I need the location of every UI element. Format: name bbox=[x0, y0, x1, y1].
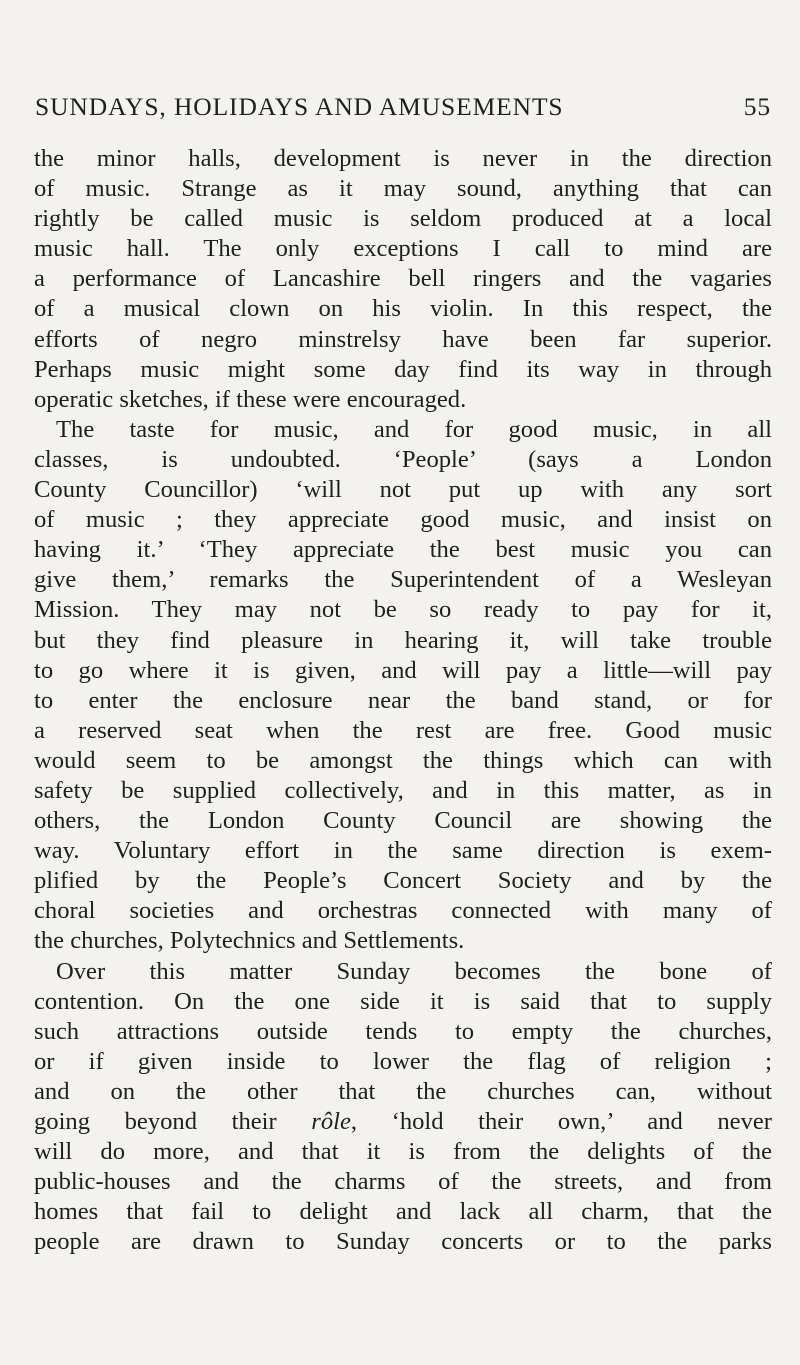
text-line: way. Voluntary effort in the same direction is exem- bbox=[34, 837, 772, 865]
text-line: having it.’ ‘They appreciate the best music you can bbox=[34, 536, 772, 564]
text-line: homes that fail to delight and lack all charm, that the bbox=[34, 1198, 772, 1226]
page-number: 55 bbox=[743, 92, 771, 121]
text-line: choral societies and orchestras connected with many of bbox=[34, 897, 772, 925]
text-line: Mission. They may not be so ready to pay for it, bbox=[34, 596, 772, 624]
text-line: to enter the enclosure near the band stand, or for bbox=[34, 686, 772, 714]
body-text bbox=[34, 144, 772, 1257]
text-line: public-houses and the charms of the streets, and from bbox=[34, 1168, 772, 1196]
text-line: County Councillor) ‘will not put up with any sort bbox=[34, 476, 772, 504]
text-line: music hall. The only exceptions I call to mind are bbox=[34, 235, 772, 263]
paragraph-first-line: Over this matter Sunday becomes the bone of bbox=[56, 957, 772, 985]
paragraph-first-line: The taste for music, and for good music, in all bbox=[56, 415, 772, 443]
text-line bbox=[34, 1107, 772, 1137]
text-line: of music ; they appreciate good music, and insist on bbox=[34, 506, 772, 534]
text-line: efforts of negro minstrelsy have been far superior. bbox=[34, 325, 772, 353]
text-line: safety be supplied collectively, and in this matter, as in bbox=[34, 776, 772, 804]
text-line: of music. Strange as it may sound, anything that can bbox=[34, 175, 772, 203]
text-line: to go where it is given, and will pay a little—will pay bbox=[34, 656, 772, 684]
text-line: others, the London County Council are showing the bbox=[34, 807, 772, 835]
text-line: operatic sketches, if these were encouraged. bbox=[34, 385, 467, 413]
text-line: the churches, Polytechnics and Settlements. bbox=[34, 927, 465, 955]
text-line: Perhaps music might some day find its way in through bbox=[34, 355, 772, 383]
text-line: plified by the People’s Concert Society and by the bbox=[34, 867, 772, 895]
running-head bbox=[35, 92, 771, 126]
text-line: the minor halls, development is never in the direction bbox=[34, 145, 772, 172]
text-line: would seem to be amongst the things which can with bbox=[34, 746, 772, 774]
text-line: a reserved seat when the rest are free. Good music bbox=[34, 716, 772, 744]
text-segment: going beyond their bbox=[34, 1108, 312, 1135]
text-line: a performance of Lancashire bell ringers and the vagaries bbox=[34, 265, 772, 293]
text-line: or if given inside to lower the flag of religion ; bbox=[34, 1047, 772, 1075]
text-line: such attractions outside tends to empty the churches, bbox=[34, 1017, 772, 1045]
text-line: but they find pleasure in hearing it, will take trouble bbox=[34, 626, 772, 654]
text-line: classes, is undoubted. ‘People’ (says a London bbox=[34, 445, 772, 473]
text-line bbox=[34, 1077, 772, 1107]
text-line: give them,’ remarks the Superintendent of a Wesleyan bbox=[34, 566, 772, 594]
text-line: rightly be called music is seldom produced at a local bbox=[34, 205, 772, 233]
text-segment: , ‘hold their own,’ and never bbox=[350, 1108, 772, 1135]
text-line: will do more, and that it is from the delights of the bbox=[34, 1138, 772, 1166]
text-line: people are drawn to Sunday concerts or to the parks bbox=[34, 1228, 772, 1256]
text-line: contention. On the one side it is said that to supply bbox=[34, 987, 772, 1015]
italic-word: rôle bbox=[311, 1108, 351, 1135]
text-segment: and on the other that the churches can, without bbox=[34, 1077, 772, 1105]
text-line: of a musical clown on his violin. In this respect, the bbox=[34, 295, 772, 323]
running-head-title: SUNDAYS, HOLIDAYS AND AMUSEMENTS bbox=[35, 92, 564, 121]
